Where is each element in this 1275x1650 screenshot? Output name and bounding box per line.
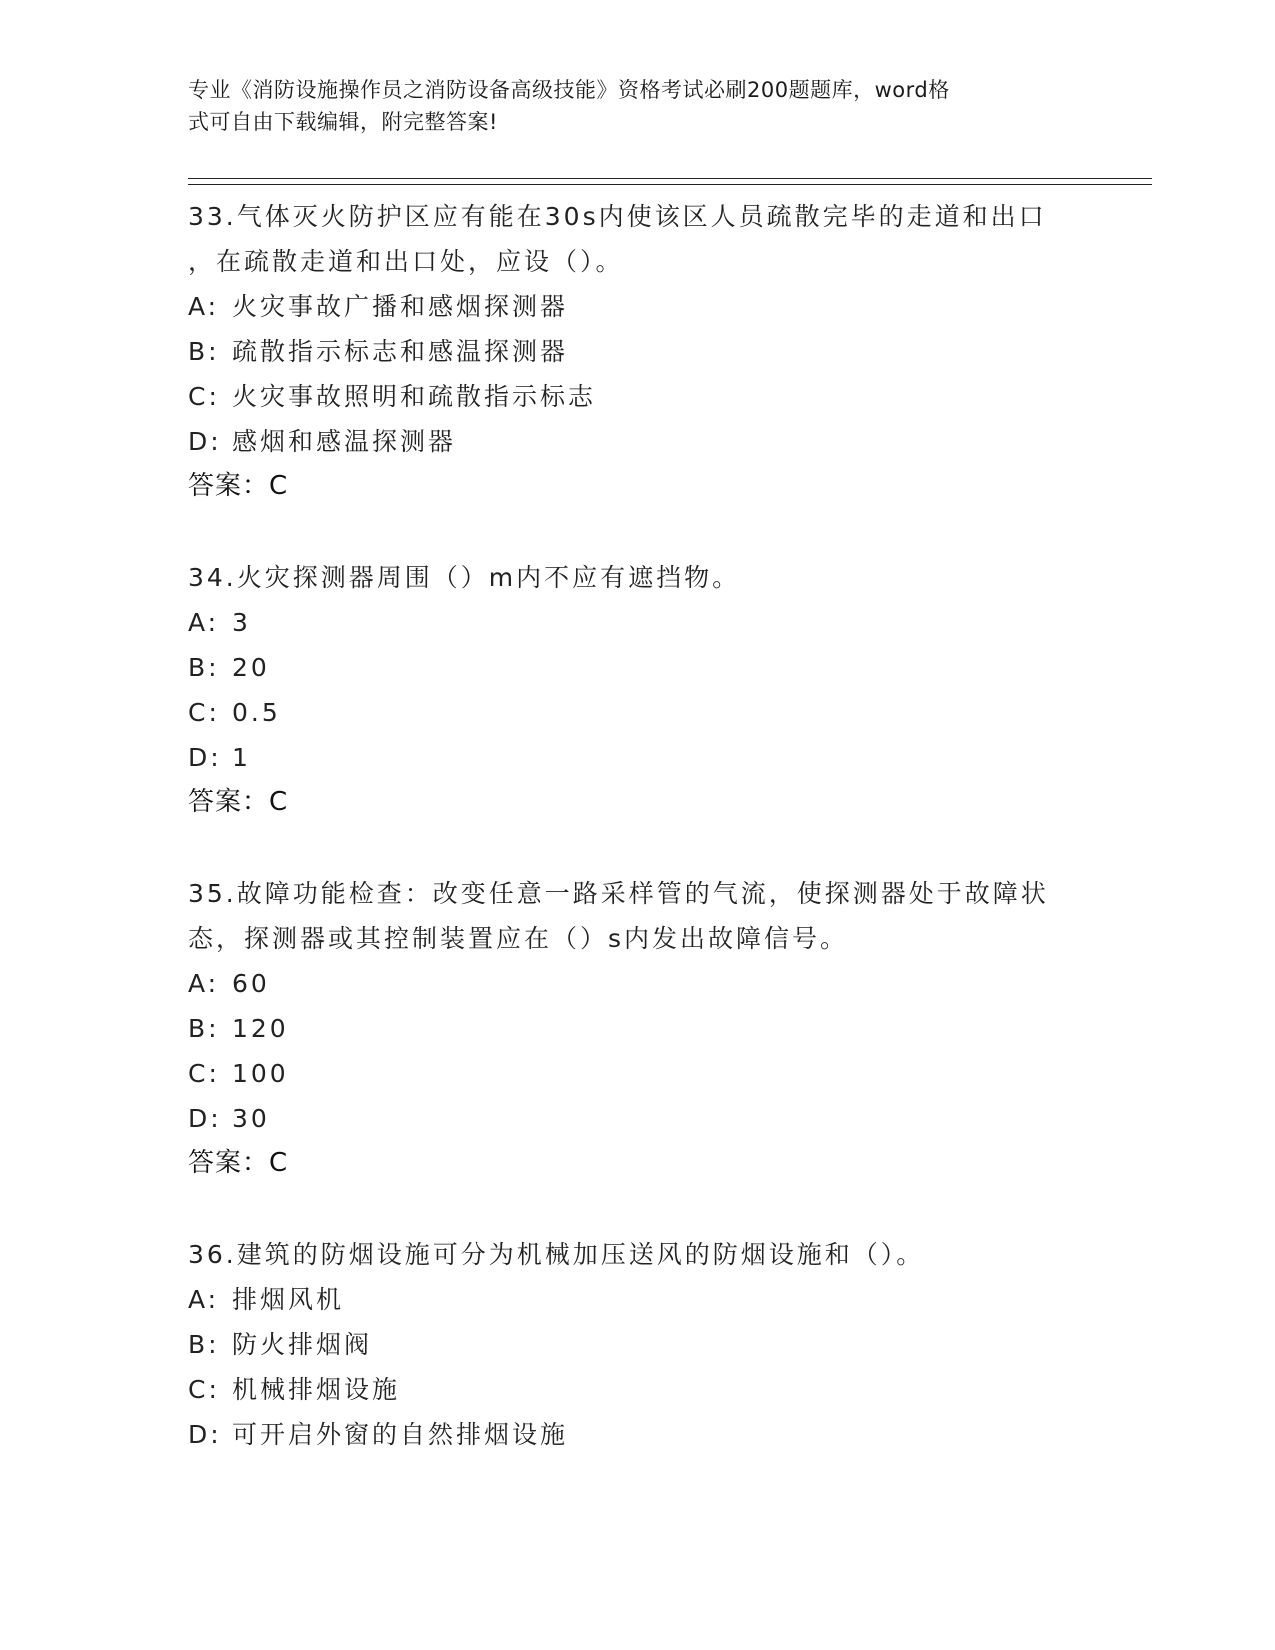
- option-text: 1: [232, 743, 251, 772]
- option-d: [188, 735, 1088, 780]
- answer-label: 答案：C: [188, 471, 289, 501]
- option-letter: A:: [188, 1285, 220, 1314]
- option-text: 火灾事故广播和感烟探测器: [232, 292, 569, 321]
- option-d: [188, 1412, 1088, 1457]
- option-text: 100: [232, 1059, 289, 1088]
- question-text-line-2: 态，探测器或其控制装置应在（）s内发出故障信号。: [188, 924, 849, 953]
- option-d: [188, 1096, 1088, 1141]
- option-letter: D:: [188, 427, 222, 456]
- option-a: [188, 1277, 1088, 1322]
- option-c: [188, 374, 1088, 419]
- option-letter: C:: [188, 698, 220, 727]
- option-letter: D:: [188, 743, 222, 772]
- option-c: [188, 1051, 1088, 1096]
- option-letter: B:: [188, 653, 220, 682]
- option-text: 防火排烟阀: [232, 1330, 373, 1359]
- option-c: [188, 690, 1088, 735]
- option-letter: D:: [188, 1420, 222, 1449]
- header-divider-top: [188, 178, 1152, 179]
- option-a: [188, 284, 1088, 329]
- option-text: 0.5: [232, 698, 281, 727]
- option-letter: D:: [188, 1104, 222, 1133]
- option-letter: A:: [188, 969, 220, 998]
- question-33: [188, 194, 1088, 509]
- option-letter: A:: [188, 608, 220, 637]
- option-text: 排烟风机: [232, 1285, 345, 1314]
- document-header: [188, 74, 1068, 138]
- option-b: [188, 645, 1088, 690]
- question-text-line-1: 33.气体灭火防护区应有能在30s内使该区人员疏散完毕的走道和出口: [188, 202, 1047, 231]
- option-d: [188, 419, 1088, 464]
- answer-label: 答案：C: [188, 787, 289, 817]
- question-list: [188, 194, 1088, 1503]
- option-text: 60: [232, 969, 270, 998]
- option-text: 火灾事故照明和疏散指示标志: [232, 382, 597, 411]
- option-b: [188, 329, 1088, 374]
- option-b: [188, 1322, 1088, 1367]
- option-text: 机械排烟设施: [232, 1375, 401, 1404]
- option-letter: B:: [188, 1014, 220, 1043]
- option-letter: C:: [188, 1375, 220, 1404]
- option-text: 可开启外窗的自然排烟设施: [232, 1420, 569, 1449]
- option-letter: B:: [188, 337, 220, 366]
- answer-label: 答案：C: [188, 1148, 289, 1178]
- option-a: [188, 961, 1088, 1006]
- question-36: [188, 1232, 1088, 1457]
- question-34: [188, 555, 1088, 825]
- option-a: [188, 600, 1088, 645]
- option-text: 20: [232, 653, 270, 682]
- header-line-1: 专业《消防设施操作员之消防设备高级技能》资格考试必刷200题题库，word格: [188, 78, 950, 102]
- question-text-line-1: 34.火灾探测器周围（）m内不应有遮挡物。: [188, 563, 741, 592]
- question-35: [188, 871, 1088, 1186]
- option-text: 疏散指示标志和感温探测器: [232, 337, 569, 366]
- header-divider-bottom: [188, 184, 1152, 185]
- option-c: [188, 1367, 1088, 1412]
- option-letter: C:: [188, 1059, 220, 1088]
- option-letter: A:: [188, 292, 220, 321]
- option-text: 感烟和感温探测器: [232, 427, 457, 456]
- option-text: 3: [232, 608, 251, 637]
- option-letter: B:: [188, 1330, 220, 1359]
- question-text-line-1: 36.建筑的防烟设施可分为机械加压送风的防烟设施和（）。: [188, 1240, 925, 1269]
- option-text: 30: [232, 1104, 270, 1133]
- question-text-line-2: ，在疏散走道和出口处，应设（）。: [188, 247, 624, 276]
- header-line-2: 式可自由下载编辑，附完整答案!: [188, 110, 498, 134]
- question-text-line-1: 35.故障功能检查：改变任意一路采样管的气流，使探测器处于故障状: [188, 879, 1049, 908]
- option-letter: C:: [188, 382, 220, 411]
- option-text: 120: [232, 1014, 289, 1043]
- option-b: [188, 1006, 1088, 1051]
